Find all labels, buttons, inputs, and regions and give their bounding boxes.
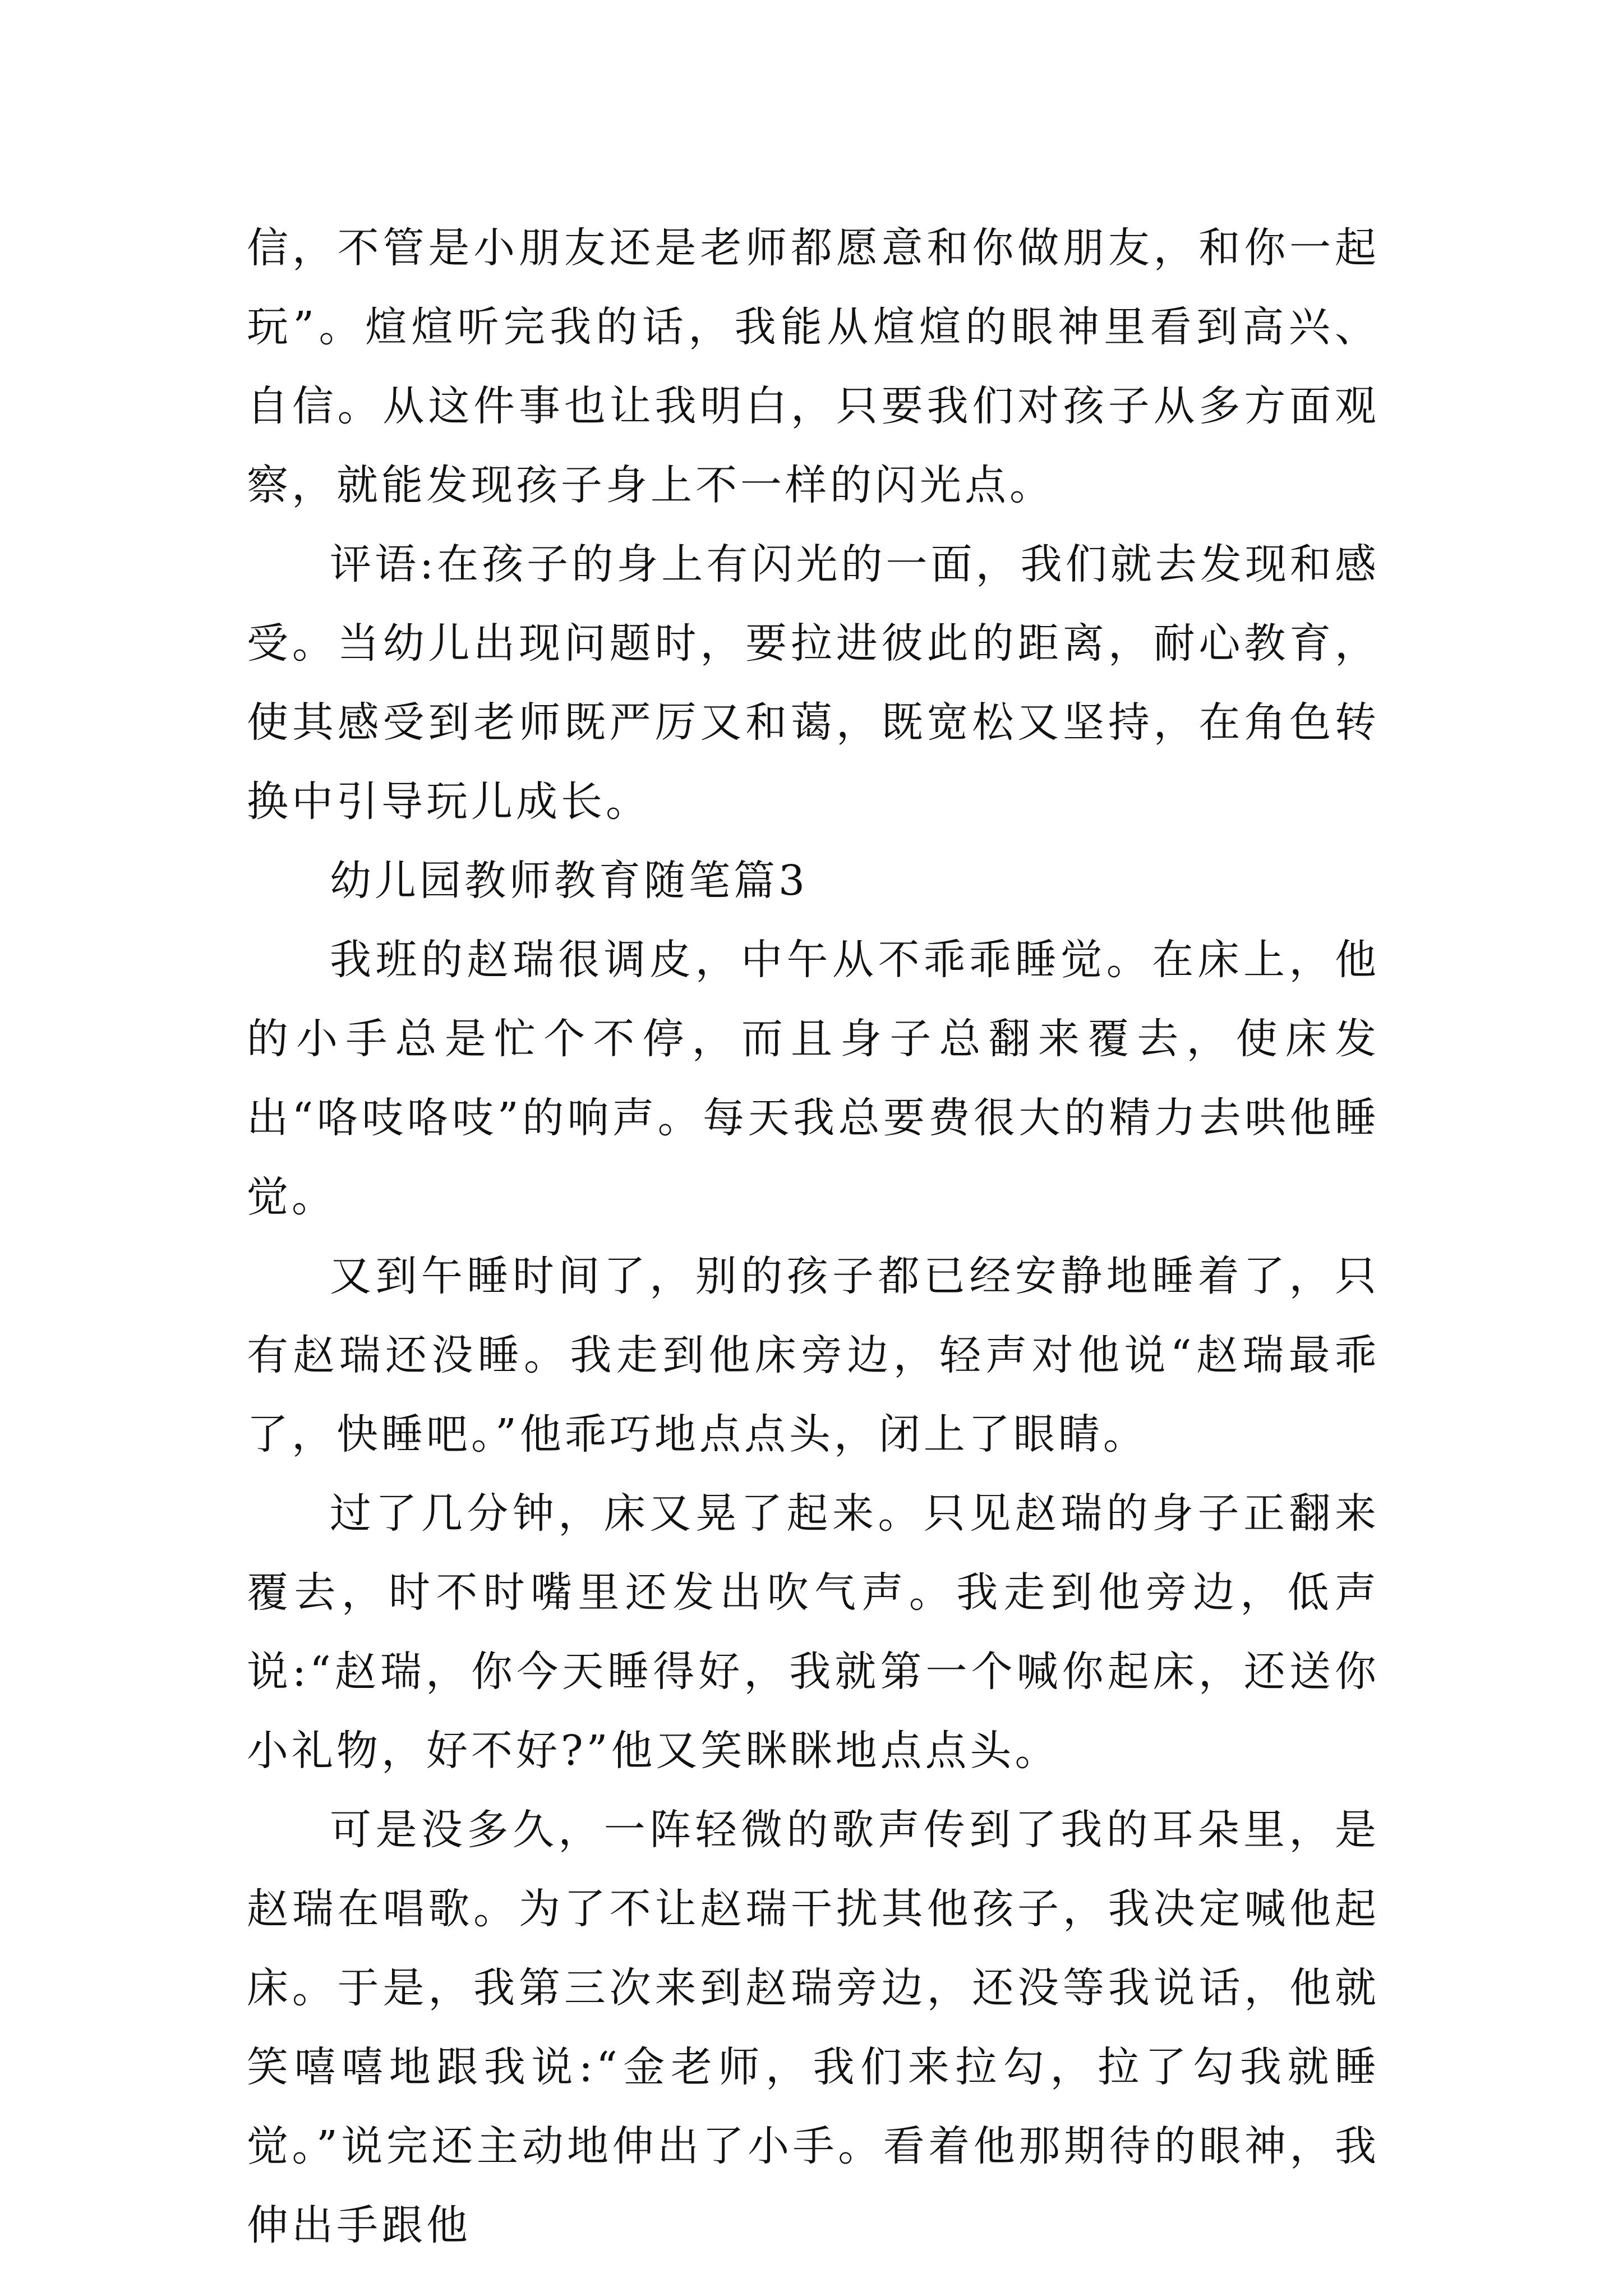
paragraph: 我班的赵瑞很调皮，中午从不乖乖睡觉。在床上，他的小手总是忙个不停，而且身子总翻来覆去，使床发出“咯吱咯吱”的响声。每天我总要费很大的精力去哄他睡觉。 — [247, 936, 1380, 1221]
paragraph-comment: 评语:在孩子的身上有闪光的一面，我们就去发现和感受。当幼儿出现问题时，要拉进彼此的距离，耐心教育，使其感受到老师既严厉又和蔼，既宽松又坚持，在角色转换中引导玩儿成长。 — [247, 540, 1380, 826]
section-heading: 幼儿园教师教育随笔篇3 — [330, 857, 809, 905]
paragraph: 过了几分钟，床又晃了起来。只见赵瑞的身子正翻来覆去，时不时嘴里还发出吹气声。我走到他旁边，低声说:“赵瑞，你今天睡得好，我就第一个喊你起床，还送你小礼物，好不好?”他又笑眯眯地点点头。 — [247, 1489, 1380, 1775]
paragraph: 又到午睡时间了，别的孩子都已经安静地睡着了，只有赵瑞还没睡。我走到他床旁边，轻声对他说“赵瑞最乖了，快睡吧。”他乖巧地点点头，闭上了眼睛。 — [247, 1252, 1380, 1458]
document-body — [247, 209, 1380, 2265]
paragraph: 可是没多久，一阵轻微的歌声传到了我的耳朵里，是赵瑞在唱歌。为了不让赵瑞干扰其他孩子，我决定喊他起床。于是，我第三次来到赵瑞旁边，还没等我说话，他就笑嘻嘻地跟我说:“金老师，我们来拉勾，拉了勾我就睡觉。”说完还主动地伸出了小手。看着他那期待的眼神，我伸出手跟他 — [247, 1806, 1380, 2249]
paragraph-continuation: 信，不管是小朋友还是老师都愿意和你做朋友，和你一起玩”。煊煊听完我的话，我能从煊煊的眼神里看到高兴、自信。从这件事也让我明白，只要我们对孩子从多方面观察，就能发现孩子身上不一样的闪光点。 — [247, 224, 1380, 509]
